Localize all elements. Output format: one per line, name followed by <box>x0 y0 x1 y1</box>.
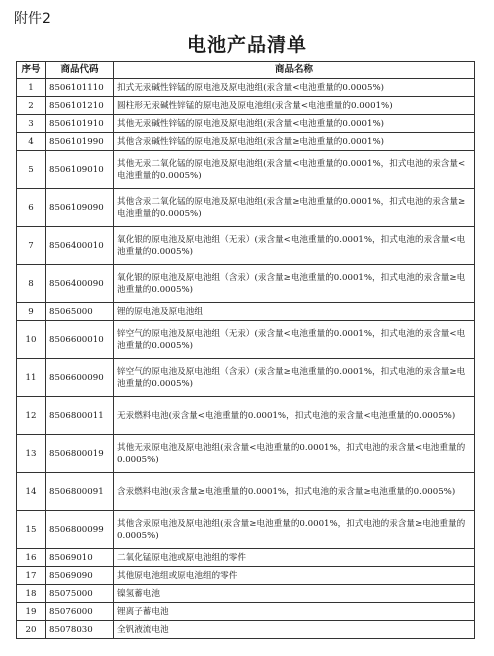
row-name: 氧化银的原电池及原电池组（含汞）(汞含量≥电池重量的0.0001%，扣式电池的汞含量≥电池重量的0.0005%) <box>114 265 475 303</box>
table-row <box>17 151 475 189</box>
row-code: 85075000 <box>46 585 114 603</box>
table-row <box>17 603 475 621</box>
row-name: 其他无汞原电池及原电池组(汞含量<电池重量的0.0001%，扣式电池的汞含量<电池重量的0.0005%) <box>114 435 475 473</box>
row-name: 其他含汞原电池及原电池组(汞含量≥电池重量的0.0001%，扣式电池的汞含量≥电池重量的0.0005%) <box>114 511 475 549</box>
table-row <box>17 133 475 151</box>
row-code: 8506800011 <box>46 397 114 435</box>
row-index: 16 <box>17 549 46 567</box>
table-row <box>17 265 475 303</box>
row-code: 8506800099 <box>46 511 114 549</box>
row-index: 7 <box>17 227 46 265</box>
table-body <box>17 79 475 639</box>
row-name: 锂的原电池及原电池组 <box>114 303 475 321</box>
document-title: 电池产品清单 <box>186 34 307 56</box>
row-code: 8506101910 <box>46 115 114 133</box>
row-code: 8506800019 <box>46 435 114 473</box>
row-name: 氧化银的原电池及原电池组（无汞）(汞含量<电池重量的0.0001%，扣式电池的汞含量<电池重量的0.0005%) <box>114 227 475 265</box>
row-name: 其他含汞碱性锌锰的原电池及原电池组(汞含量≥电池重量的0.0001%) <box>114 133 475 151</box>
row-index: 2 <box>17 97 46 115</box>
row-index: 14 <box>17 473 46 511</box>
table-row <box>17 473 475 511</box>
table-row <box>17 227 475 265</box>
row-name: 全钒液流电池 <box>114 621 475 639</box>
row-name: 无汞燃料电池(汞含量<电池重量的0.0001%，扣式电池的汞含量<电池重量的0.0005%) <box>114 397 475 435</box>
row-index: 8 <box>17 265 46 303</box>
row-index: 1 <box>17 79 46 97</box>
row-index: 18 <box>17 585 46 603</box>
row-code: 85065000 <box>46 303 114 321</box>
row-code: 8506400090 <box>46 265 114 303</box>
table-row <box>17 621 475 639</box>
row-index: 15 <box>17 511 46 549</box>
table-row <box>17 115 475 133</box>
row-code: 85069010 <box>46 549 114 567</box>
row-code: 85078030 <box>46 621 114 639</box>
table-row <box>17 359 475 397</box>
row-code: 85069090 <box>46 567 114 585</box>
row-index: 13 <box>17 435 46 473</box>
table-row <box>17 97 475 115</box>
row-name: 镍氢蓄电池 <box>114 585 475 603</box>
table-row <box>17 397 475 435</box>
row-index: 17 <box>17 567 46 585</box>
row-index: 12 <box>17 397 46 435</box>
row-name: 其他无汞碱性锌锰的原电池及原电池组(汞含量<电池重量的0.0001%) <box>114 115 475 133</box>
row-index: 19 <box>17 603 46 621</box>
table-row <box>17 567 475 585</box>
row-index: 20 <box>17 621 46 639</box>
row-index: 5 <box>17 151 46 189</box>
row-name: 其他原电池组或原电池组的零件 <box>114 567 475 585</box>
table-row <box>17 189 475 227</box>
column-header-code: 商品代码 <box>46 62 114 79</box>
table-row <box>17 321 475 359</box>
row-code: 8506600010 <box>46 321 114 359</box>
table-row <box>17 79 475 97</box>
row-name: 锂离子蓄电池 <box>114 603 475 621</box>
table-row <box>17 511 475 549</box>
row-name: 扣式无汞碱性锌锰的原电池及原电池组(汞含量<电池重量的0.0005%) <box>114 79 475 97</box>
row-code: 8506800091 <box>46 473 114 511</box>
row-code: 8506101990 <box>46 133 114 151</box>
column-header-index: 序号 <box>17 62 46 79</box>
row-code: 8506600090 <box>46 359 114 397</box>
table-row <box>17 549 475 567</box>
row-name: 圆柱形无汞碱性锌锰的原电池及原电池组(汞含量<电池重量的0.0001%) <box>114 97 475 115</box>
row-index: 4 <box>17 133 46 151</box>
row-index: 11 <box>17 359 46 397</box>
row-code: 8506101210 <box>46 97 114 115</box>
row-index: 10 <box>17 321 46 359</box>
row-name: 含汞燃料电池(汞含量≥电池重量的0.0001%，扣式电池的汞含量≥电池重量的0.0005%) <box>114 473 475 511</box>
row-code: 85076000 <box>46 603 114 621</box>
row-code: 8506400010 <box>46 227 114 265</box>
row-index: 3 <box>17 115 46 133</box>
row-code: 8506109090 <box>46 189 114 227</box>
table-row <box>17 585 475 603</box>
row-code: 8506101110 <box>46 79 114 97</box>
row-name: 其他含汞二氧化锰的原电池及原电池组(汞含量≥电池重量的0.0001%，扣式电池的汞含量≥电池重量的0.0005%) <box>114 189 475 227</box>
table-header-row <box>17 62 475 79</box>
row-index: 6 <box>17 189 46 227</box>
row-name: 锌空气的原电池及原电池组（无汞）(汞含量<电池重量的0.0001%，扣式电池的汞含量<电池重量的0.0005%) <box>114 321 475 359</box>
row-name: 锌空气的原电池及原电池组（含汞）(汞含量≥电池重量的0.0001%，扣式电池的汞含量≥电池重量的0.0005%) <box>114 359 475 397</box>
row-index: 9 <box>17 303 46 321</box>
table-row <box>17 303 475 321</box>
table-row <box>17 435 475 473</box>
row-code: 8506109010 <box>46 151 114 189</box>
column-header-name: 商品名称 <box>114 62 475 79</box>
row-name: 其他无汞二氧化锰的原电池及原电池组(汞含量<电池重量的0.0001%，扣式电池的汞含量<电池重量的0.0005%) <box>114 151 475 189</box>
annex-label: 附件2 <box>14 11 51 27</box>
row-name: 二氧化锰原电池或原电池组的零件 <box>114 549 475 567</box>
battery-product-table <box>16 61 475 639</box>
